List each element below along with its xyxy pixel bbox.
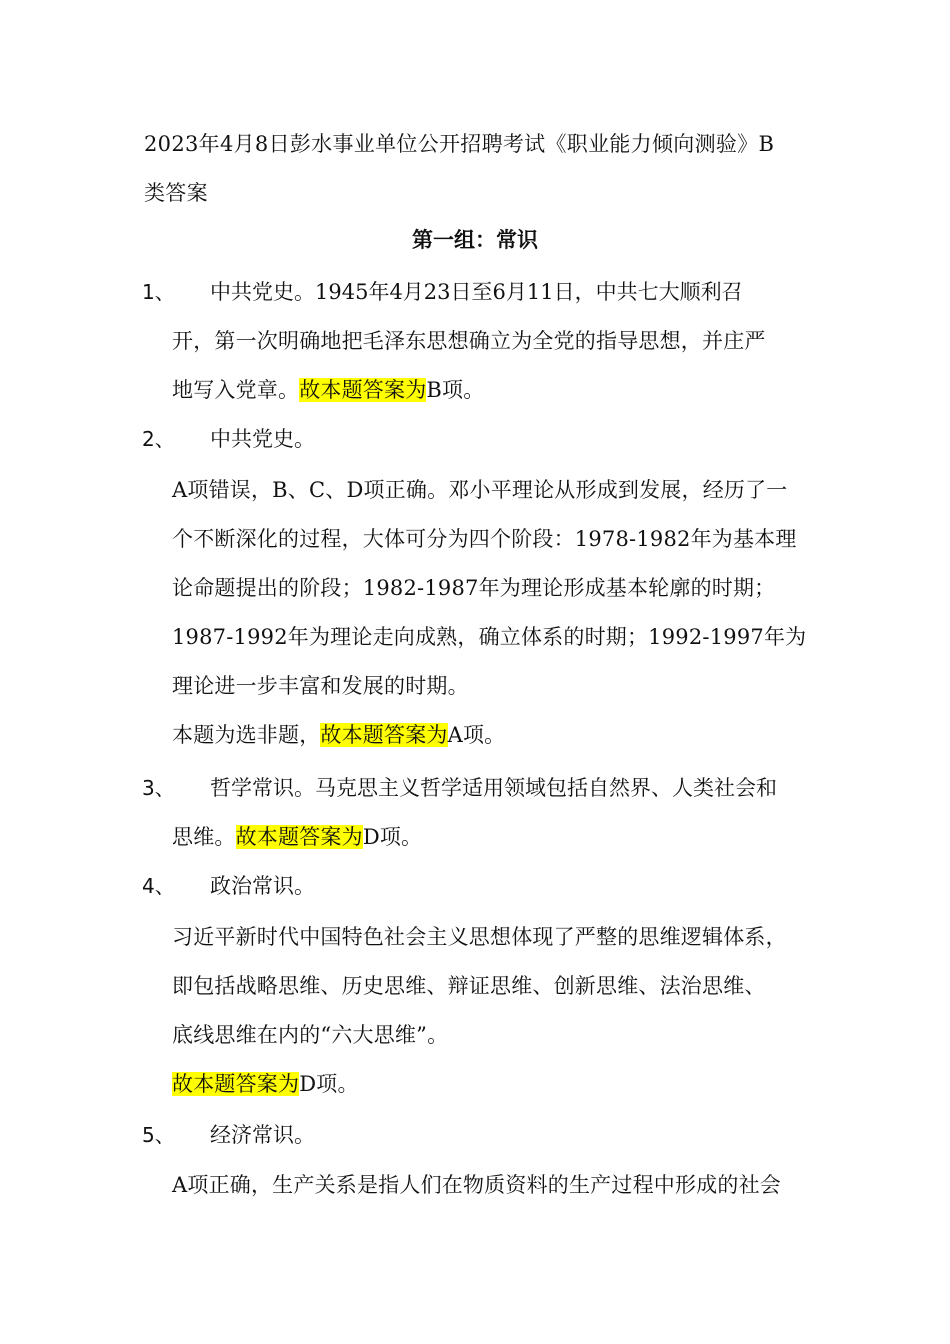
item-number: 3、	[142, 776, 175, 800]
item-number: 5、	[142, 1123, 175, 1147]
answer-highlight: 故本题答案为	[235, 825, 363, 849]
body-line: 论命题提出的阶段；1982-1987年为理论形成基本轮廓的时期；	[172, 576, 776, 600]
item-heading: 哲学常识。马克思主义哲学适用领域包括自然界、人类社会和	[210, 776, 777, 800]
answer-highlight: 故本题答案为	[299, 378, 427, 402]
body-line: 底线思维在内的“六大思维”。	[172, 1023, 449, 1047]
answer-line	[172, 366, 812, 415]
item-body	[172, 813, 812, 862]
answer-suffix: D项。	[299, 1072, 359, 1096]
item-body	[172, 317, 812, 415]
answer-suffix: A项。	[447, 723, 506, 747]
item-heading: 政治常识。	[210, 874, 315, 898]
body-line: 即包括战略思维、历史思维、辩证思维、创新思维、法治思维、	[172, 974, 766, 998]
document-title	[144, 120, 824, 218]
answer-prefix: 思维。	[172, 825, 236, 849]
item-body	[172, 913, 812, 1109]
answer-suffix: B项。	[426, 378, 485, 402]
title-line-1: 2023年4月8日彭水事业单位公开招聘考试《职业能力倾向测验》B	[144, 132, 775, 156]
item-number: 1、	[142, 280, 175, 304]
body-line: 个不断深化的过程，大体可分为四个阶段：1978-1982年为基本理	[172, 527, 797, 551]
answer-line	[172, 813, 812, 862]
body-line: A项错误，B、C、D项正确。邓小平理论从形成到发展，经历了一	[172, 478, 788, 502]
section-title: 第一组：常识	[412, 228, 538, 252]
item-heading: 中共党史。1945年4月23日至6月11日，中共七大顺利召	[210, 280, 743, 304]
answer-suffix: D项。	[362, 825, 423, 849]
body-line: 理论进一步丰富和发展的时期。	[172, 674, 469, 698]
item-body	[172, 1161, 812, 1210]
body-line: A项正确，生产关系是指人们在物质资料的生产过程中形成的社会	[172, 1173, 781, 1197]
body-line: 开，第一次明确地把毛泽东思想确立为全党的指导思想，并庄严	[172, 329, 766, 353]
answer-highlight: 故本题答案为	[172, 1072, 300, 1096]
answer-line	[172, 1060, 812, 1109]
body-line: 习近平新时代中国特色社会主义思想体现了严整的思维逻辑体系，	[172, 925, 787, 949]
answer-highlight: 故本题答案为	[320, 723, 448, 747]
item-heading: 中共党史。	[210, 427, 315, 451]
body-line: 1987-1992年为理论走向成熟，确立体系的时期；1992-1997年为	[172, 625, 807, 649]
item-number: 2、	[142, 427, 175, 451]
item-body	[172, 466, 812, 760]
title-line-2: 类答案	[144, 181, 208, 205]
item-heading: 经济常识。	[210, 1123, 315, 1147]
answer-prefix: 地写入党章。	[172, 378, 300, 402]
item-number: 4、	[142, 874, 175, 898]
answer-line	[172, 711, 812, 760]
answer-prefix: 本题为选非题，	[172, 723, 321, 747]
